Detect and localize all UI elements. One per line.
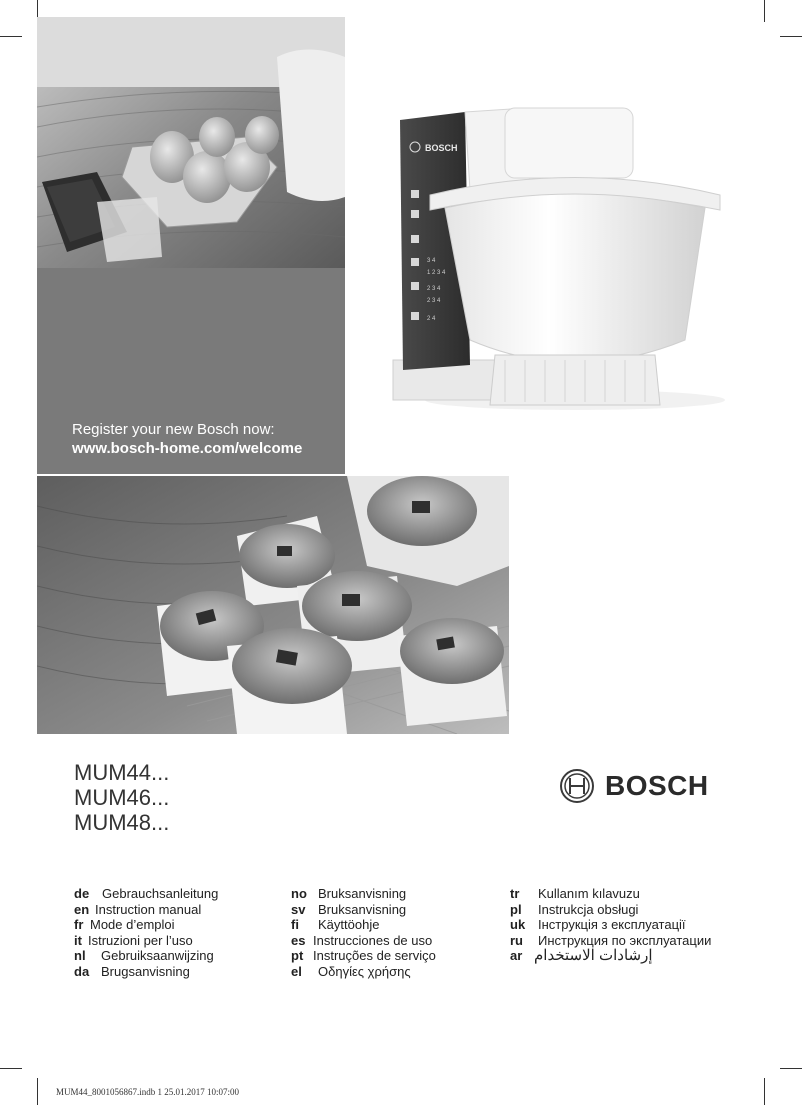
language-item: el Οδηγίες χρήσης [291,963,411,979]
crop-mark [764,1078,765,1105]
crop-mark [780,1068,802,1069]
print-slug: MUM44_8001056867.indb 1 25.01.2017 10:07:00 [56,1087,240,1097]
language-item: da Brugsanvisning [74,963,190,979]
language-item: it Istruzioni per l’uso [74,932,193,948]
dial-label: 2 4 [427,316,436,322]
eggs-chocolate-photo [37,17,345,268]
language-item: pl Instrukcja obsługi [510,901,639,917]
dial-label: 2 3 4 [427,298,441,304]
brand-name: BOSCH [605,770,709,801]
crop-mark [0,36,22,37]
muffins-photo [37,476,509,734]
bosch-logo [559,768,709,804]
language-item: ar إرشادات الاستخدام [510,947,653,965]
model-name: MUM46... [74,785,170,810]
dial-label: 2 3 4 [427,286,441,292]
crop-mark [764,0,765,22]
language-item: fi Käyttöohje [291,917,380,933]
language-item: sv Bruksanvisning [291,901,407,917]
language-item: es Instrucciones de uso [291,932,433,948]
language-item: fr Mode d’emploi [74,917,175,933]
register-text: Register your new Bosch now: [72,421,275,438]
language-item: de Gebrauchsanleitung [74,886,219,901]
language-column-1 [74,886,218,980]
language-item: nl Gebruiksaanwijzing [74,948,214,964]
language-item: ru Инструкция по эксплуатации [510,932,712,948]
kitchen-machine-photo [385,100,730,412]
model-list [74,760,169,835]
language-item: en Instruction manual [74,901,202,917]
appliance-brand-label: BOSCH [425,143,458,153]
crop-mark [0,1068,22,1069]
language-column-2 [291,886,436,980]
language-column-3 [510,886,711,964]
model-name: MUM48... [74,810,170,835]
language-item: pt Instruções de serviço [291,948,436,964]
language-item: uk Інструкція з експлуатації [510,917,686,933]
model-name: MUM44... [74,760,170,785]
language-item: no Bruksanvisning [291,886,407,901]
crop-mark [37,1078,38,1105]
dial-label: 3 4 [427,258,436,264]
bosch-armature-icon [559,768,595,804]
crop-mark [780,36,802,37]
dial-label: 1 2 3 4 [427,270,446,276]
register-url[interactable]: www.bosch-home.com/welcome [72,440,303,457]
language-item: tr Kullanım kılavuzu [510,886,640,901]
